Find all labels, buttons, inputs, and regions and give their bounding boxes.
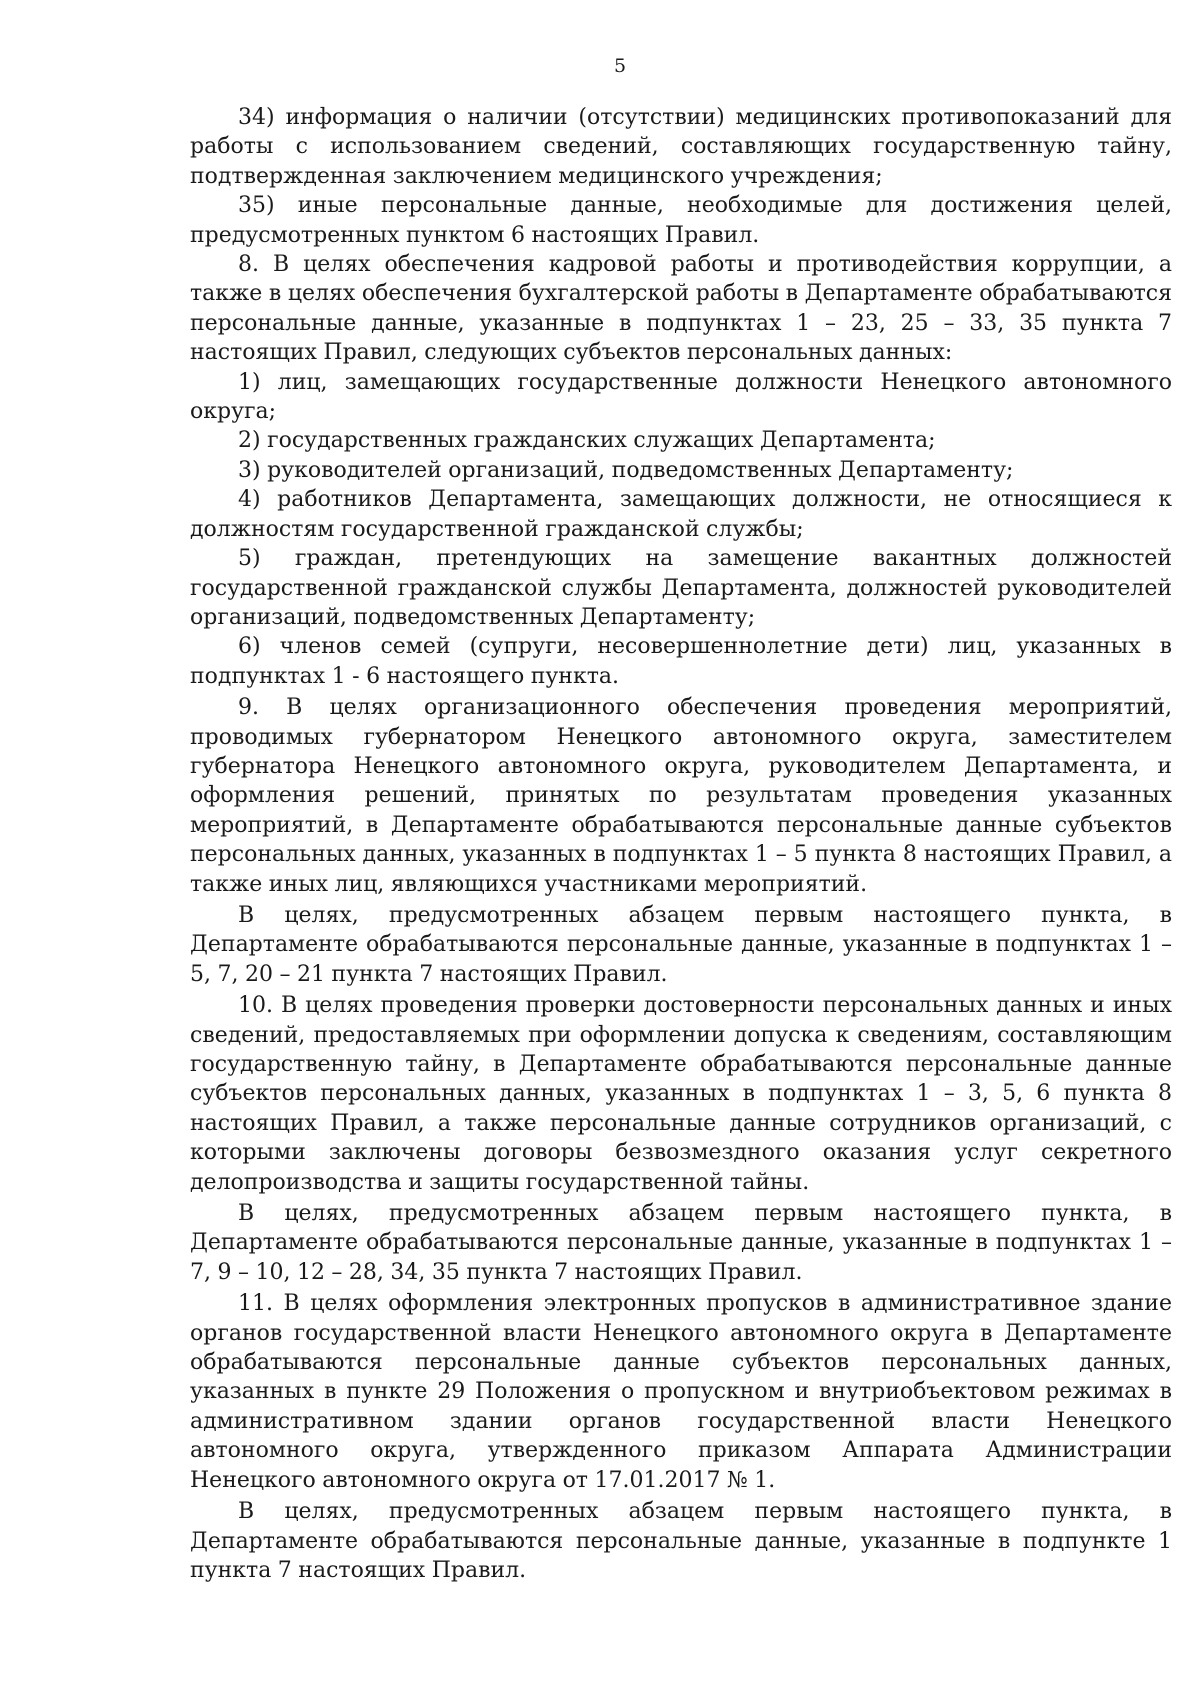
paragraph-clause-10-purpose: В целях, предусмотренных абзацем первым настоящего пункта, в Департаменте обрабатываются персональные данные, указанные в подпунктах 1 – 7, 9 – 10, 12 – 28, 34, 35 пункта 7 настоящих Правил. [190,1201,1172,1285]
paragraph-item-34: 34) информация о наличии (отсутствии) медицинских противопоказаний для работы с использованием сведений, составляющих государственную тайну, подтвержденная заключением медицинского учреждения; [190,105,1172,189]
page-number: 5 [613,55,627,77]
paragraph-clause-8: 8. В целях обеспечения кадровой работы и противодействия коррупции, а также в целях обеспечения бухгалтерской работы в Департаменте обрабатываются персональные данные, указанные в подпунктах 1 – 23, 25 – 33, 35 пункта 7 настоящих Правил, следующих субъектов персональных данных: [190,252,1172,366]
paragraph-clause-8-item-2: 2) государственных гражданских служащих Департамента; [238,428,936,454]
paragraph-clause-9: 9. В целях организационного обеспечения проведения мероприятий, проводимых губернатором Ненецкого автономного округа, заместителем губернатора Ненецкого автономного округа, руководителем Департамента, и оформления решений, принятых по результатам проведения указанных мероприятий, в Департаменте обрабатываются персональные данные субъектов персональных данных, указанных в подпунктах 1 – 5 пункта 8 настоящих Правил, а также иных лиц, являющихся участниками мероприятий. [190,695,1172,897]
paragraph-clause-9-purpose: В целях, предусмотренных абзацем первым настоящего пункта, в Департаменте обрабатываются персональные данные, указанные в подпунктах 1 – 5, 7, 20 – 21 пункта 7 настоящих Правил. [190,902,1172,987]
paragraph-clause-11: 11. В целях оформления электронных пропусков в административное здание органов государственной власти Ненецкого автономного округа в Департаменте обрабатываются персональные данные субъектов персональных данных, указанных в пункте 29 Положения о пропускном и внутриобъектовом режимах в административном здании органов государственной власти Ненецкого автономного округа, утвержденного приказом Аппарата Администрации Ненецкого автономного округа от 17.01.2017 № 1. [190,1291,1172,1493]
paragraph-clause-10: 10. В целях проведения проверки достоверности персональных данных и иных сведений, предоставляемых при оформлении допуска к сведениям, составляющим государственную тайну, в Департаменте обрабатываются персональные данные субъектов персональных данных, указанных в подпунктах 1 – 3, 5, 6 пункта 8 настоящих Правил, а также персональные данные сотрудников организаций, с которыми заключены договоры безвозмездного оказания услуг секретного делопроизводства и защиты государственной тайны. [190,993,1172,1195]
paragraph-clause-8-item-6: 6) членов семей (супруги, несовершеннолетние дети) лиц, указанных в подпунктах 1 - 6 настоящего пункта. [190,634,1172,689]
paragraph-clause-8-item-3: 3) руководителей организаций, подведомственных Департаменту; [238,457,1014,483]
paragraph-item-35: 35) иные персональные данные, необходимые для достижения целей, предусмотренных пунктом 6 настоящих Правил. [190,193,1172,248]
paragraph-clause-11-purpose: В целях, предусмотренных абзацем первым настоящего пункта, в Департаменте обрабатываются персональные данные, указанные в подпункте 1 пункта 7 настоящих Правил. [190,1499,1172,1583]
paragraph-clause-8-item-4: 4) работников Департамента, замещающих должности, не относящиеся к должностям государственной гражданской службы; [190,487,1172,542]
document-body [190,103,1172,1585]
paragraph-clause-8-item-5: 5) граждан, претендующих на замещение вакантных должностей государственной гражданской службы Департамента, должностей руководителей организаций, подведомственных Департаменту; [190,546,1172,630]
paragraph-clause-8-item-1: 1) лиц, замещающих государственные должности Ненецкого автономного округа; [190,369,1172,425]
